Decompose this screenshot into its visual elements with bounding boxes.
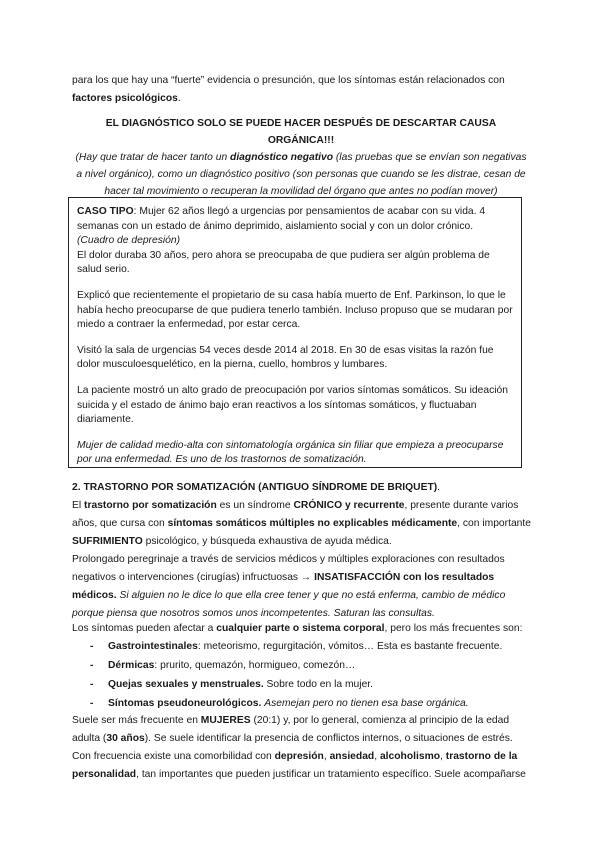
closing-b2: 30 años (106, 733, 145, 744)
item-italic: Asemejan pero no tienen esa base orgánica. (264, 698, 469, 709)
s1-d: , presente durante varios años, que cursa con (72, 500, 519, 529)
closing-h: , tan importantes que pueden justificar un tratamiento específico. Suele acompañarse (136, 769, 526, 780)
case-text-1: : Mujer 62 años llegó a urgencias por pensamientos de acabar con su vida. 4 semanas con un estado de ánimo deprimido, aislamiento social y con un dolor crónico. (77, 206, 486, 232)
item-text: Sobre todo en la mujer. (263, 679, 374, 690)
s2-a: Prolongado peregrinaje a través de servicios médicos y múltiples exploraciones con resultados negativos o intervenciones (cirugías) infructuosas → (72, 554, 505, 583)
item-bold: Dérmicas (108, 660, 155, 671)
symptoms-intro-c: , pero los más frecuentes son: (384, 623, 523, 634)
s1-c: es un síndrome (216, 500, 294, 511)
s1-e: , con importante (457, 518, 531, 529)
s2-i: Si alguien no le dice lo que ella cree tener y que no está enferma, cambio de médico porque piensa que nosotros somos unos incompetentes. Saturan las consultas. (72, 590, 506, 619)
intro-text: para los que hay una “fuerte” evidencia o presunción, que los síntomas están relacionados con (72, 75, 505, 86)
case-italic-5: Mujer de calidad medio-alta con sintomatología orgánica sin filiar que empieza a preocuparse por una enfermedad. Es uno de los trastornos de somatización. (77, 439, 504, 466)
closing-b1: MUJERES (200, 715, 251, 726)
closing-b5: alcoholismo (379, 751, 441, 762)
intro-bold: factores psicológicos (72, 93, 178, 104)
item-bold: Gastrointestinales (108, 641, 198, 652)
closing-g: , (440, 751, 446, 762)
closing-d: ). Se suele identificar la presencia de conflictos internos, o situaciones de estrés. Con frecuencia existe una comorbilidad con (72, 733, 513, 762)
s1-b4: SUFRIMIENTO (72, 536, 143, 547)
s1-a: El (72, 500, 85, 511)
case-label: CASO TIPO (77, 206, 134, 217)
s1-b1: trastorno por somatización (84, 500, 217, 511)
symptoms-intro-b: cualquier parte o sistema corporal (216, 623, 385, 634)
case-text-1b: El dolor duraba 30 años, pero ahora se preocupaba de que pudiera ser algún problema de salud serio. (77, 249, 490, 276)
diagnosis-heading: EL DIAGNÓSTICO SOLO SE PUEDE HACER DESPUÉS DE DESCARTAR CAUSA ORGÁNICA!!! (105, 118, 497, 146)
section-2-paragraph-2 (72, 551, 532, 623)
item-text: : prurito, quemazón, hormigueo, comezón… (154, 660, 356, 671)
closing-b3: depresión (274, 751, 324, 762)
symptoms-intro-a: Los síntomas pueden afectar a (72, 623, 217, 634)
closing-b6: trastorno de la personalidad (72, 751, 518, 780)
list-item (72, 656, 532, 675)
item-bold: Quejas sexuales y menstruales. (108, 679, 264, 690)
intro-paragraph (72, 72, 530, 108)
closing-e: , (323, 751, 330, 762)
list-item (72, 694, 532, 713)
section-2-title (72, 479, 532, 497)
item-text: : meteorismo, regurgitación, vómitos… Esta es bastante frecuente. (197, 641, 503, 652)
case-paragraph-2: Explicó que recientemente el propietario de su casa había muerto de Enf. Parkinson, lo que le había hecho preocuparse de que pudiera tenerlo también. Incluso propuso que se mudaran por miedo a contraer la enfermedad, por estar cerca. (77, 289, 513, 331)
diagnosis-note (72, 149, 530, 200)
section-2-title-text: 2. TRASTORNO POR SOMATIZACIÓN (ANTIGUO SÍNDROME DE BRIQUET) (72, 482, 438, 493)
closing-a: Suele ser más frecuente en (72, 715, 201, 726)
section-2-title-end: . (437, 482, 441, 493)
s1-b2: CRÓNICO y recurrente (293, 500, 405, 511)
symptoms-list (72, 637, 532, 713)
case-italic-1: (Cuadro de depresión) (77, 235, 181, 247)
s2-b: INSATISFACCIÓN con los resultados médicos. (72, 572, 495, 601)
closing-c: (20:1) y, por lo general, comienza al principio de la edad adulta ( (72, 715, 510, 744)
list-item (72, 637, 532, 656)
case-box (68, 197, 522, 468)
s1-f: psicológico, y búsqueda exhaustiva de ayuda médica. (142, 536, 392, 547)
case-paragraph-5 (77, 439, 513, 468)
list-item (72, 675, 532, 694)
case-paragraph-3: Visitó la sala de urgencias 54 veces desde 2014 al 2018. En 30 de esas visitas la razón fue dolor musculoesquelético, en la pierna, cuello, hombros y lumbares. (77, 344, 494, 371)
symptoms-intro (72, 620, 532, 638)
note-bold: diagnóstico negativo (230, 152, 334, 163)
section-2-paragraph-1 (72, 497, 532, 551)
closing-b4: ansiedad (329, 751, 375, 762)
closing-paragraph (72, 712, 532, 784)
case-paragraph-4: La paciente mostró un alto grado de preocupación por varios síntomas somáticos. Su ideación suicida y el estado de ánimo bajo eran reactivos a los síntomas somáticos, y fluctuaban diariamente. (77, 384, 509, 426)
case-paragraph-1 (77, 205, 513, 278)
closing-f: , (374, 751, 380, 762)
item-bold: Síntomas pseudoneurológicos. (108, 698, 262, 709)
section-2 (72, 479, 532, 623)
note-text: (Hay que tratar de hacer tanto un (75, 152, 231, 163)
intro-end: . (177, 93, 181, 104)
s1-b3: síntomas somáticos múltiples no explicables médicamente (167, 518, 458, 529)
diagnosis-block (72, 115, 530, 200)
note-text-2: (las pruebas que se envían son negativas a nivel orgánico), como un diagnóstico positivo (son personas que cuando se les distrae, cesan de hacer tal movimiento o recuperan la movilidad del órgano que antes no podían mover) (76, 152, 527, 197)
